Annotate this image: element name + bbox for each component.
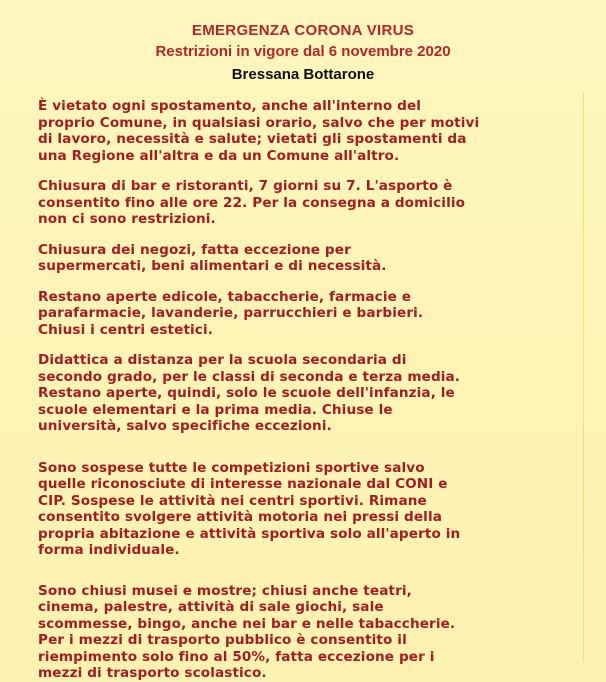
restriction-open-services: Restano aperte edicole, tabaccherie, farmacie e parafarmacie, lavanderie, parrucchieri e barbieri. Chiusi i centri estetici. <box>38 288 424 338</box>
right-divider <box>583 92 584 662</box>
restriction-shops: Chiusura dei negozi, fatta eccezione per supermercati, beni alimentari e di necessità. <box>38 241 387 274</box>
restriction-culture-transport: Sono chiusi musei e mostre; chiusi anche teatri, cinema, palestre, attività di sale giochi, sale scommesse, bingo, anche nei bar e nelle tabaccherie. Per i mezzi di trasporto pubblico è consentito il riempimento solo fino al 50%, fatta eccezione per i mezzi di trasporto scolastico. <box>38 582 456 681</box>
restriction-bars-restaurants: Chiusura di bar e ristoranti, 7 giorni su 7. L'asporto è consentito fino alle ore 22. Per la consegna a domicilio non ci sono restrizioni. <box>38 178 466 227</box>
restriction-schools: Didattica a distanza per la scuola secondaria di secondo grado, per le classi di seconda e terza media. Restano aperte, quindi, solo le scuole dell'infanzia, le scuole elementari e la prima media. Chiuse le università, salvo specifiche eccezioni. <box>38 352 461 434</box>
notice-header <box>0 0 606 86</box>
restrictions-list <box>38 98 558 682</box>
restriction-sports: Sono sospese tutte le competizioni sportive salvo quelle riconosciute di interesse nazionale dal CONI e CIP. Sospese le attività nei centri sportivi. Rimane consentito svolgere attività motoria nei pressi della propria abitazione e attività sportiva solo all'aperto in forma individuale. <box>38 459 461 558</box>
page-subtitle: Restrizioni in vigore dal 6 novembre 2020 <box>155 43 451 60</box>
page-title: EMERGENZA CORONA VIRUS <box>191 22 415 39</box>
town-name: Bressana Bottarone <box>231 66 375 83</box>
restriction-movement: È vietato ogni spostamento, anche all'interno del proprio Comune, in qualsiasi orario, salvo che per motivi di lavoro, necessità e salute; vietati gli spostamenti da una Regione all'altra e da un Comune all'altro. <box>38 98 480 164</box>
